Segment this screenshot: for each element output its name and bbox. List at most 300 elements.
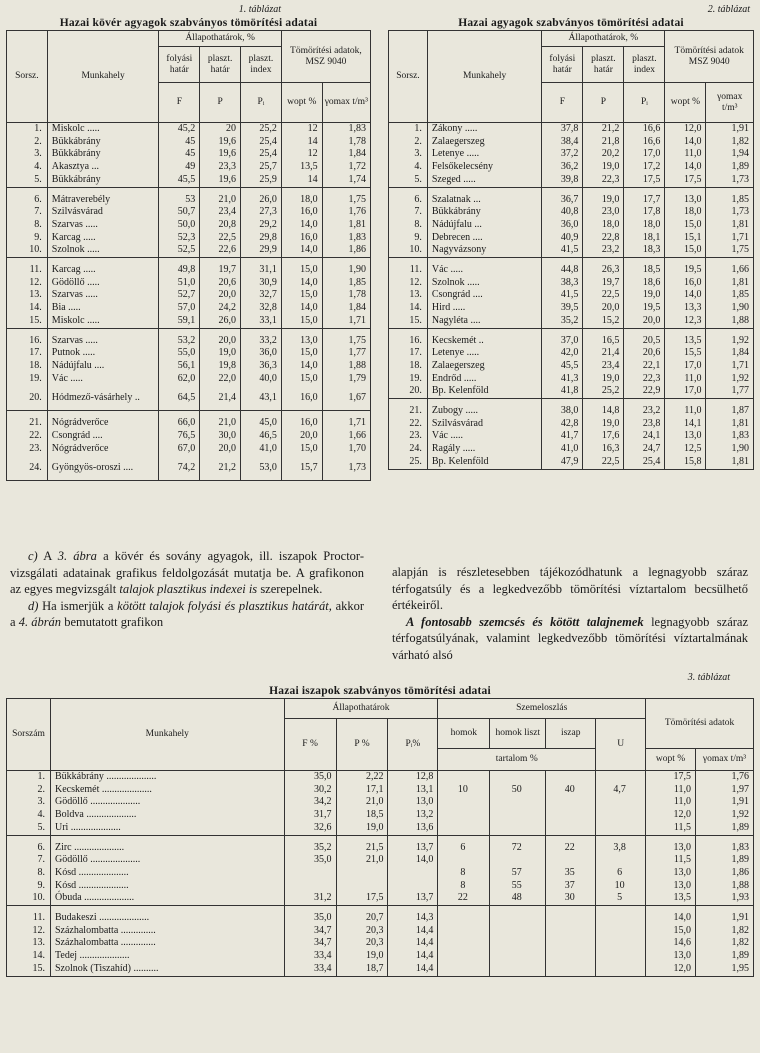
row-value: 12: [281, 148, 322, 161]
row-value: [438, 809, 490, 822]
row-value: 15,8: [665, 456, 706, 469]
row-number: 2.: [7, 784, 51, 797]
row-value: 13,5: [665, 335, 706, 348]
row-value: 11,0: [665, 373, 706, 386]
row-value: [596, 963, 646, 976]
row-value: 20: [200, 123, 241, 136]
row-value: [490, 950, 546, 963]
t2-head-folyasi: folyási határ: [542, 47, 583, 83]
row-value: 41,5: [542, 244, 583, 257]
row-place: Karcag .....: [47, 232, 159, 245]
row-number: 2.: [389, 136, 428, 149]
row-number: 16.: [389, 335, 428, 348]
row-place: Karcag .....: [47, 264, 159, 277]
row-value: 20,0: [200, 289, 241, 302]
row-place: Szarvas .....: [47, 335, 159, 348]
text-d-b: akkor a: [10, 598, 365, 629]
row-value: 14,0: [281, 302, 322, 315]
t3-head-tartalom: tartalom %: [438, 749, 596, 771]
table-row: [7, 194, 371, 207]
row-place: Putnok .....: [47, 347, 159, 360]
row-number: 10.: [7, 244, 48, 257]
row-value: 2,22: [336, 771, 388, 784]
row-value: 13,0: [388, 796, 438, 809]
row-place: Százhalombatta ..............: [50, 925, 284, 938]
row-value: 41,5: [542, 289, 583, 302]
table-row: [7, 373, 371, 386]
row-number: 1.: [7, 123, 48, 136]
row-number: 8.: [7, 219, 48, 232]
row-value: 37,2: [542, 148, 583, 161]
t3-head-iszap: iszap: [546, 719, 596, 749]
table-row: [389, 302, 754, 315]
t3-head-allapot: Állapothatárok: [284, 699, 438, 719]
row-value: [596, 822, 646, 835]
table-row: [7, 232, 371, 245]
row-place: Bia .....: [47, 302, 159, 315]
row-place: Bükkábrány: [47, 174, 159, 187]
row-value: 20,6: [200, 277, 241, 290]
row-number: 10.: [389, 244, 428, 257]
row-value: 11,0: [665, 405, 706, 418]
row-value: 22,6: [200, 244, 241, 257]
row-value: 40,0: [241, 373, 282, 386]
row-value: 1,66: [322, 430, 370, 443]
row-place: Gödöllő ....................: [50, 796, 284, 809]
row-value: 13,7: [388, 842, 438, 855]
row-number: 3.: [7, 148, 48, 161]
row-value: 11,0: [646, 796, 696, 809]
t1-head-folyasi: folyási határ: [159, 47, 200, 83]
row-value: 19,0: [336, 950, 388, 963]
row-value: 23,2: [624, 405, 665, 418]
text-a: A: [43, 549, 52, 563]
row-value: 13,5: [646, 892, 696, 905]
row-value: 15,0: [281, 443, 322, 456]
row-place: Budakeszi ....................: [50, 912, 284, 925]
table-row: [389, 244, 754, 257]
row-value: 14,4: [388, 925, 438, 938]
table-row: [389, 418, 754, 431]
table-row: [7, 136, 371, 149]
row-value: 57: [490, 867, 546, 880]
table-row: [7, 963, 754, 976]
row-value: 1,70: [322, 443, 370, 456]
row-value: 40,8: [542, 206, 583, 219]
table-row: [389, 289, 754, 302]
row-value: 22,3: [624, 373, 665, 386]
t2-head-munkahely: Munkahely: [427, 31, 541, 123]
row-place: Mátraverebély: [47, 194, 159, 207]
row-value: 36,0: [542, 219, 583, 232]
row-value: 45,5: [542, 360, 583, 373]
row-value: 19,5: [665, 264, 706, 277]
row-value: 13,0: [646, 842, 696, 855]
row-place: Nógrádverőce: [47, 417, 159, 430]
label-d: d): [28, 598, 39, 613]
row-value: 19,0: [583, 161, 624, 174]
row-place: Miskolc .....: [47, 123, 159, 136]
row-value: 24,2: [200, 302, 241, 315]
row-value: 23,4: [200, 206, 241, 219]
row-value: 21,4: [583, 347, 624, 360]
row-number: 1.: [389, 123, 428, 136]
row-number: 22.: [389, 418, 428, 431]
row-value: 14,0: [665, 289, 706, 302]
t1-head-plaszt: plaszt. határ: [200, 47, 241, 83]
row-value: 20,0: [583, 302, 624, 315]
row-number: 23.: [389, 430, 428, 443]
row-value: 13,6: [388, 822, 438, 835]
table3-title: Hazai iszapok szabványos tömörítési adatai: [269, 685, 491, 697]
table3: [6, 698, 754, 977]
row-value: 1,86: [322, 244, 370, 257]
t2-head-gamma: γomax t/m³: [706, 83, 754, 123]
row-value: 22,1: [624, 360, 665, 373]
row-value: 16,0: [281, 417, 322, 430]
t1-head-tomorites: Tömörítési adatok, MSZ 9040: [281, 31, 370, 83]
table-row: [7, 430, 371, 443]
row-value: 17,0: [624, 148, 665, 161]
table-row: [7, 455, 371, 481]
row-value: 21,0: [200, 194, 241, 207]
row-value: 25,9: [241, 174, 282, 187]
row-value: 19,0: [583, 373, 624, 386]
row-value: 21,0: [336, 796, 388, 809]
row-value: 1,71: [322, 315, 370, 328]
row-number: 19.: [7, 373, 48, 386]
row-value: 30: [546, 892, 596, 905]
row-value: [546, 809, 596, 822]
row-value: 41,7: [542, 430, 583, 443]
row-value: 16,5: [583, 335, 624, 348]
row-value: [388, 867, 438, 880]
row-number: 20.: [389, 385, 428, 398]
row-number: 5.: [7, 174, 48, 187]
row-value: 19,8: [200, 360, 241, 373]
row-value: 14: [281, 136, 322, 149]
row-value: 14,0: [281, 219, 322, 232]
row-place: Zirc ....................: [50, 842, 284, 855]
table-row: [7, 854, 754, 867]
row-value: [546, 963, 596, 976]
row-value: 36,3: [241, 360, 282, 373]
row-value: 45,5: [159, 174, 200, 187]
row-place: Csongrád ....: [47, 430, 159, 443]
row-value: 52,7: [159, 289, 200, 302]
table2-block: [388, 4, 754, 470]
row-value: 22,3: [583, 174, 624, 187]
row-value: 1,92: [706, 373, 754, 386]
t3-head-P: P %: [336, 719, 388, 771]
row-value: 49: [159, 161, 200, 174]
row-value: 21,0: [336, 854, 388, 867]
row-value: 59,1: [159, 315, 200, 328]
row-value: 16,6: [624, 123, 665, 136]
row-value: 1,79: [322, 373, 370, 386]
text-right-2b: legnagyobb száraz térfogatsúlyának, valamint legkedvezőbb tömörítési víztartalmának várható alsó: [392, 614, 749, 662]
row-place: Letenye .....: [427, 347, 541, 360]
row-place: Gödöllő .....: [47, 277, 159, 290]
row-value: 14,0: [665, 161, 706, 174]
row-value: 17,7: [624, 194, 665, 207]
row-value: 13,7: [388, 892, 438, 905]
row-number: 8.: [389, 219, 428, 232]
table-row: [389, 174, 754, 187]
row-number: 3.: [389, 148, 428, 161]
row-value: 1,66: [706, 264, 754, 277]
row-value: 53,0: [241, 455, 282, 481]
row-value: 18,3: [624, 244, 665, 257]
table-row: [389, 161, 754, 174]
table-row: [7, 161, 371, 174]
table-row: [389, 206, 754, 219]
row-value: 22,5: [200, 232, 241, 245]
row-value: 15,1: [665, 232, 706, 245]
table-row: [389, 456, 754, 469]
row-value: 1,67: [322, 385, 370, 411]
row-place: Bp. Kelenföld: [427, 385, 541, 398]
row-value: 13,0: [281, 335, 322, 348]
row-value: 16,0: [281, 385, 322, 411]
table-row: [389, 373, 754, 386]
table-row: [389, 385, 754, 398]
row-value: [490, 771, 546, 784]
row-value: [388, 880, 438, 893]
row-value: 15,0: [281, 373, 322, 386]
row-number: 13.: [389, 289, 428, 302]
row-value: 14: [281, 174, 322, 187]
row-number: 14.: [7, 302, 48, 315]
row-value: 20,0: [200, 335, 241, 348]
row-value: 25,7: [241, 161, 282, 174]
row-value: 23,8: [624, 418, 665, 431]
row-value: [438, 937, 490, 950]
row-value: 15,2: [583, 315, 624, 328]
row-value: 23,2: [583, 244, 624, 257]
row-value: 19,0: [624, 289, 665, 302]
row-value: 20,7: [336, 912, 388, 925]
row-value: 19,6: [200, 174, 241, 187]
table1-title: Hazai kövér agyagok szabványos tömörítési adatai: [59, 17, 318, 29]
paragraph-right-2: [392, 614, 748, 664]
row-value: 21,2: [200, 455, 241, 481]
row-value: 1,71: [322, 417, 370, 430]
row-value: 1,93: [696, 892, 754, 905]
row-value: [490, 963, 546, 976]
row-value: 12,3: [665, 315, 706, 328]
row-place: Szilvásvárad: [47, 206, 159, 219]
row-value: 34,7: [284, 925, 336, 938]
row-value: [336, 880, 388, 893]
row-value: 25,4: [241, 136, 282, 149]
row-place: Vác .....: [427, 264, 541, 277]
row-place: Nádújfalu ....: [47, 360, 159, 373]
row-value: 1,72: [322, 161, 370, 174]
row-value: 52,5: [159, 244, 200, 257]
row-value: 13,1: [388, 784, 438, 797]
row-value: 15,5: [665, 347, 706, 360]
row-place: Bükkábrány ....................: [50, 771, 284, 784]
row-value: 22,5: [583, 289, 624, 302]
row-value: 17,0: [665, 360, 706, 373]
row-value: 35,2: [542, 315, 583, 328]
row-value: 17,5: [624, 174, 665, 187]
table-row: [389, 315, 754, 328]
row-value: 21,4: [200, 385, 241, 411]
row-value: 19,6: [200, 148, 241, 161]
row-value: 47,9: [542, 456, 583, 469]
row-place: Hird .....: [427, 302, 541, 315]
row-value: 32,7: [241, 289, 282, 302]
row-value: 22,8: [583, 232, 624, 245]
row-number: 5.: [389, 174, 428, 187]
row-value: 19,0: [583, 194, 624, 207]
row-value: 1,89: [696, 950, 754, 963]
label-c: c): [28, 549, 38, 563]
row-value: [490, 796, 546, 809]
row-value: 76,5: [159, 430, 200, 443]
paragraph-right-1: alapján is részletesebben tájékozódhatunk a legnagyobb száraz térfogatsúly és a legkedvezőbb tömörítési víztartalom becsülhető értékeiről.: [392, 565, 748, 612]
t2-head-tomorites: Tömörítési adatok MSZ 9040: [665, 31, 754, 83]
row-value: 31,2: [284, 892, 336, 905]
row-value: 18,0: [624, 219, 665, 232]
row-value: 55: [490, 880, 546, 893]
row-value: 42,8: [542, 418, 583, 431]
row-value: 11,5: [646, 822, 696, 835]
t2-head-plaszt: plaszt. határ: [583, 47, 624, 83]
row-place: Debrecen ....: [427, 232, 541, 245]
emphasis-plastic-index: talajok plasztikus indexei is: [119, 582, 258, 596]
row-place: Bükkábrány: [47, 136, 159, 149]
row-value: 15,0: [646, 925, 696, 938]
row-value: 12,0: [665, 123, 706, 136]
row-value: [546, 796, 596, 809]
row-value: 1,88: [696, 880, 754, 893]
row-number: 24.: [389, 443, 428, 456]
row-value: 66,0: [159, 417, 200, 430]
table-row: [389, 219, 754, 232]
row-value: 1,94: [706, 148, 754, 161]
row-value: [490, 937, 546, 950]
row-value: 51,0: [159, 277, 200, 290]
table-row: [7, 347, 371, 360]
paragraph-c: [10, 548, 364, 598]
row-value: 1,81: [706, 277, 754, 290]
row-place: Gödöllő ....................: [50, 854, 284, 867]
table1-caption: 1. táblázat: [238, 4, 281, 15]
row-value: 74,2: [159, 455, 200, 481]
t1-head-plaszt-index: plaszt. index: [241, 47, 282, 83]
row-number: 25.: [389, 456, 428, 469]
row-value: [438, 796, 490, 809]
table-row: [7, 771, 754, 784]
row-number: 18.: [389, 360, 428, 373]
row-value: 13,0: [646, 880, 696, 893]
row-value: 33,2: [241, 335, 282, 348]
row-value: 24,1: [624, 430, 665, 443]
table-row: [7, 443, 371, 456]
t1-head-sorsz: Sorsz.: [7, 31, 48, 123]
row-value: 33,4: [284, 963, 336, 976]
row-value: 29,2: [241, 219, 282, 232]
row-value: 14,8: [583, 405, 624, 418]
row-value: 19,0: [336, 822, 388, 835]
row-place: Szeged .....: [427, 174, 541, 187]
row-value: [596, 809, 646, 822]
row-number: 17.: [7, 347, 48, 360]
row-value: 14,0: [281, 244, 322, 257]
row-value: 1,90: [706, 302, 754, 315]
row-value: 15,0: [281, 264, 322, 277]
row-value: 37,0: [542, 335, 583, 348]
row-place: Akasztya ...: [47, 161, 159, 174]
row-number: 9.: [389, 232, 428, 245]
row-value: 50: [490, 784, 546, 797]
row-value: 41,8: [542, 385, 583, 398]
row-place: Gyöngyös-oroszi ....: [47, 455, 159, 481]
row-value: 12,5: [665, 443, 706, 456]
t2-head-Pi: Pᵢ: [624, 83, 665, 123]
row-number: 23.: [7, 443, 48, 456]
t3-head-wopt: wopt %: [646, 749, 696, 771]
row-value: 31,1: [241, 264, 282, 277]
row-place: Zalaegerszeg: [427, 360, 541, 373]
row-value: 34,2: [284, 796, 336, 809]
row-value: 23,3: [200, 161, 241, 174]
row-value: 15,0: [281, 315, 322, 328]
row-value: 1,76: [696, 771, 754, 784]
row-value: 15,0: [665, 219, 706, 232]
row-number: 20.: [7, 385, 48, 411]
ref-figure-4: 4. ábrán: [18, 615, 62, 629]
row-value: 19,0: [200, 347, 241, 360]
row-value: 1,76: [322, 206, 370, 219]
table-row: [7, 937, 754, 950]
row-value: 45: [159, 148, 200, 161]
row-value: 26,0: [241, 194, 282, 207]
row-value: 1,83: [706, 430, 754, 443]
table-row: [389, 194, 754, 207]
table-row: [7, 385, 371, 411]
row-value: 1,84: [706, 347, 754, 360]
table-row: [7, 417, 371, 430]
row-place: Szilvásvárad: [427, 418, 541, 431]
row-value: 35,2: [284, 842, 336, 855]
row-number: 15.: [389, 315, 428, 328]
row-value: 20,0: [624, 315, 665, 328]
row-value: 14,0: [281, 277, 322, 290]
table-row: [7, 880, 754, 893]
row-value: [596, 771, 646, 784]
paragraph-d: [10, 598, 364, 631]
row-value: 13,0: [665, 194, 706, 207]
row-value: 16,6: [624, 136, 665, 149]
row-value: [438, 912, 490, 925]
table-row: [389, 443, 754, 456]
row-number: 3.: [7, 796, 51, 809]
row-value: 1,74: [322, 174, 370, 187]
row-value: 44,8: [542, 264, 583, 277]
table-row: [7, 892, 754, 905]
table-row: [7, 809, 754, 822]
row-value: 1,82: [696, 925, 754, 938]
row-number: 2.: [7, 136, 48, 149]
row-value: 22: [546, 842, 596, 855]
row-value: 25,4: [241, 148, 282, 161]
row-value: 13,5: [281, 161, 322, 174]
row-value: [438, 950, 490, 963]
